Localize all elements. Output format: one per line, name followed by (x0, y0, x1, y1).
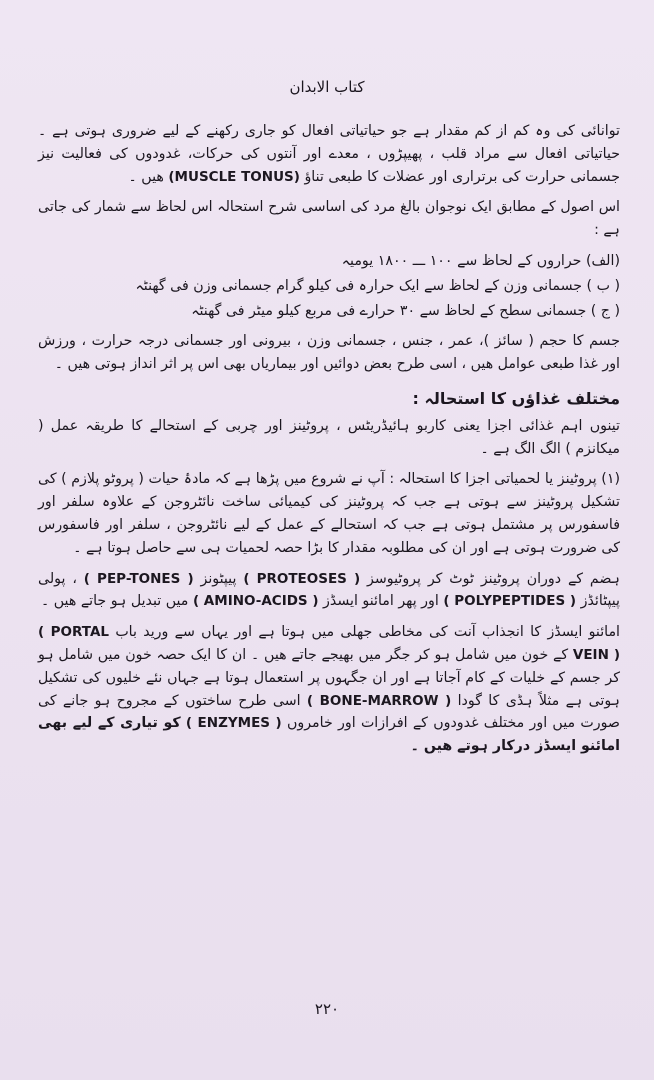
latin-term: ( AMINO-ACIDS ) (192, 593, 319, 610)
paragraph-absorption (38, 621, 620, 758)
latin-term: ( BONE-MARROW ) (306, 692, 452, 709)
latin-term: ( PORTAL VEIN ) (38, 624, 620, 663)
latin-term: (MUSCLE TONUS) (168, 168, 300, 185)
list-item-b: ( ب ) جسمانی وزن کے لحاظ سے ایک حرارہ فی کیلو گرام جسمانی وزن فی گھنٹہ (135, 277, 620, 294)
paragraph-factors: جسم کا حجم ( سائز )، عمر ، جنس ، جسمانی وزن ، بیرونی اور جسمانی درجہ حرارت ، ورزش اور غذا طبعی عوامل ھیں ، اسی طرح بعض دوائیں اور بیماریاں بھی اس پر اثر انداز ہوتی ھیں ۔ (38, 333, 620, 373)
running-header: کتاب الابدان (289, 78, 365, 96)
paragraph-protein-metabolism: (۱) پروٹینز یا لحمیاتی اجزا کا استحالہ : آپ نے شروع میں پڑھا ہے کہ مادۂ حیات ( پروٹو پلازم ) کی تشکیل پروٹینز سے ہوتی ہے جب کہ پروٹینز کی کیمیائی ساخت نائٹروجن کے علاوہ سلفر اور فاسفورس پر مشتمل ہوتی ہے جب کہ استحالے کے عمل کے لیے نائٹروجن ، سلفر اور فاسفورس کی ضرورت ہوتی ہے اور ان کی مطلوبہ مقدار کا بڑا حصہ لحمیات ہی سے حاصل ہوتا ہے ۔ (38, 471, 620, 556)
body-text (38, 120, 620, 766)
paragraph-text: اور پھر امائنو ایسڈز (323, 593, 439, 610)
paragraph-text: کو تیاری کے لیے بھی امائنو ایسڈز درکار ہوتے ھیں ۔ (38, 715, 620, 755)
list-item-a: (الف) حراروں کے لحاظ سے ۱۰۰ ـــ ۱۸۰۰ یومیہ (341, 252, 620, 269)
list-item-c: ( ج ) جسمانی سطح کے لحاظ سے ۳۰ حرارے فی مربع کیلو میٹر فی گھنٹہ (191, 302, 620, 319)
paragraph-text: امائنو ایسڈز کا انجذاب آنت کی مخاطی جھلی میں ہوتا ہے اور یہاں سے ورید باب (115, 624, 621, 641)
paragraph-text: ہضم کے دوران پروٹینز ٹوٹ کر پروٹیوسز (367, 570, 620, 587)
latin-term: ( PROTEOSES ) (243, 570, 361, 587)
page-number: ۲۲۰ (314, 1000, 340, 1018)
paragraph-text: ، پولی پیپٹائڈز (38, 570, 620, 610)
latin-term: ( ENZYMES ) (185, 715, 282, 732)
paragraph-principle: اس اصول کے مطابق ایک نوجوان بالغ مرد کی اساسی شرح استحالہ اس لحاظ سے شمار کی جاتی ہے : (38, 199, 620, 239)
paragraph-text: پیپٹونز (200, 570, 237, 587)
paragraph-basal-energy (38, 120, 620, 188)
paragraph-text: کے خون میں شامل ہو کر جگر میں بھیجے جاتے ھیں ۔ ان کا ایک حصہ خون میں شامل ہو کر جسم کے خلیات کے کام آجاتا ہے اور ان جگہوں پر استعمال ہوتا ہے جہاں نئے خلیوں کی تشکیل ہوتی ہے مثلاً ہڈی کا گودا (38, 646, 620, 709)
paragraph-digestion (38, 568, 620, 614)
latin-term: ( PEP-TONES ) (83, 570, 194, 587)
latin-term: ( POLYPEPTIDES ) (443, 593, 577, 610)
paragraph-text: ھیں ۔ (128, 168, 164, 185)
paragraph-text: اسی طرح ساختوں کے مجروح ہو جانے کی صورت میں اور مختلف غدودوں کے افرازات اور خامروں (38, 692, 620, 732)
paragraph-text: توانائی کی وہ کم از کم مقدار ہے جو حیاتیاتی افعال کو جاری رکھنے کے لیے ضروری ہوتی ہے ۔ حیاتیاتی افعال سے مراد قلب ، پھیپڑوں ، معدے اور آنتوں کی حرکات، غدودوں کی فعالیت نیز جسمانی حرارت کی برتراری اور عضلات کا طبعی تناؤ (38, 123, 620, 185)
section-heading: مختلف غذاؤں کا استحالہ : (412, 388, 620, 408)
paragraph-text: میں تبدیل ہو جاتے ھیں ۔ (40, 593, 189, 610)
paragraph-three-nutrients: تینوں اہم غذائی اجزا یعنی کاربو ہائیڈریٹس ، پروٹینز اور چربی کے استحالے کا طریقہ عمل ( میکانزم ) الگ الگ ہے ۔ (38, 417, 620, 457)
